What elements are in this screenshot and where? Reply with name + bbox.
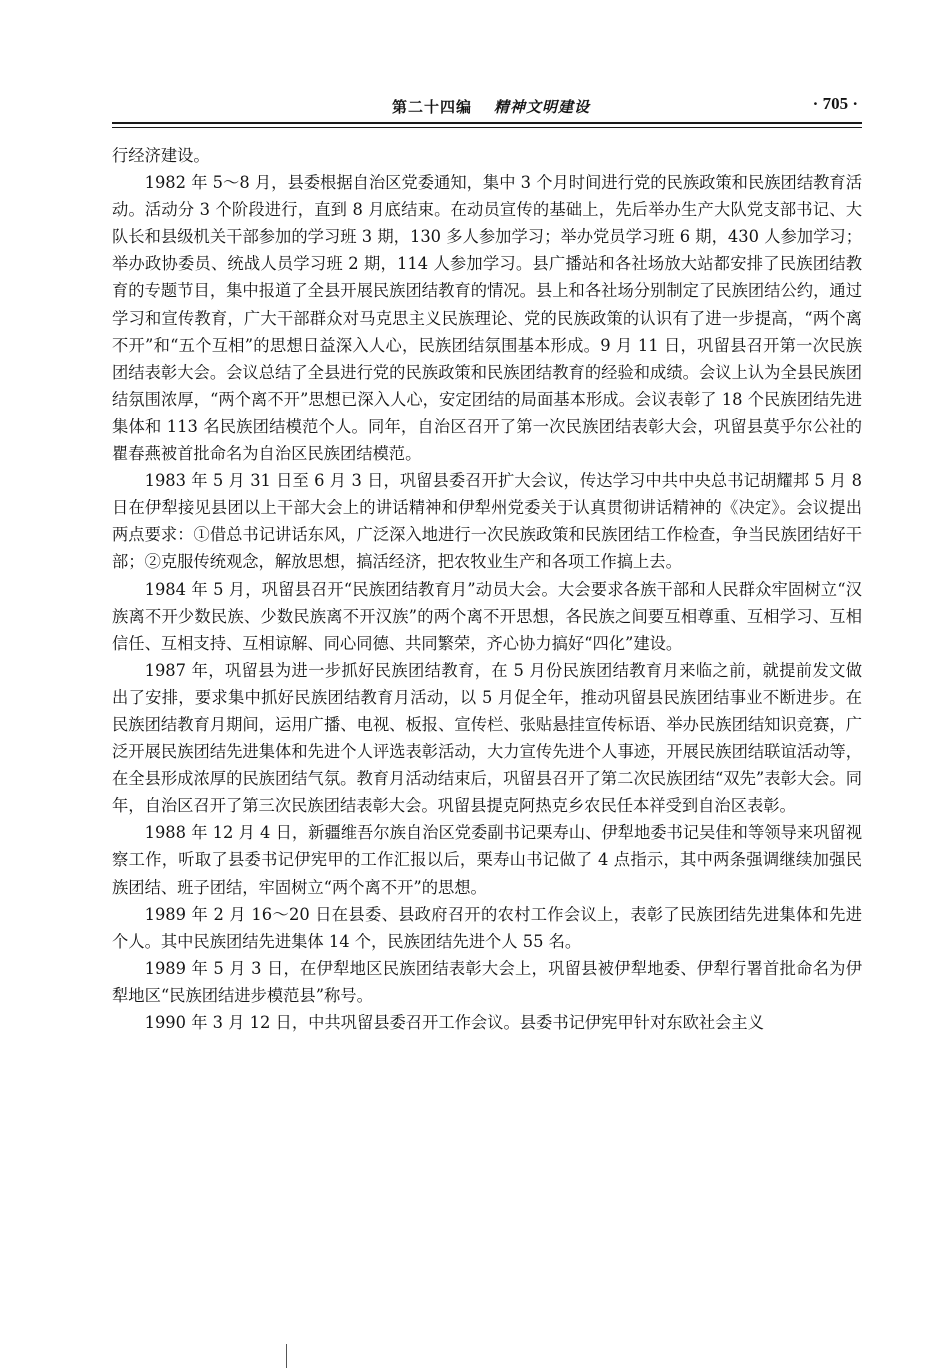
paragraph-1987: 1987 年，巩留县为进一步抓好民族团结教育，在 5 月份民族团结教育月来临之前，就提前发文做出了安排，要求集中抓好民族团结教育月活动，以 5 月促全年，推动巩留县民族团结事业不断进步。在民族团结教育月期间，运用广播、电视、板报、宣传栏、张贴悬挂宣传标语、举办民族团结知识竞赛，广泛开展民族团结先进集体和先进个人评选表彰活动，大力宣传先进个人事迹，开展民族团结联谊活动等，在全县形成浓厚的民族团结气氛。教育月活动结束后，巩留县召开了第二次民族团结“双先”表彰大会。同年，自治区召开了第三次民族团结表彰大会。巩留县提克阿热克乡农民任本祥受到自治区表彰。 [112,660,862,816]
paragraph-continuation: 行经济建设。 [112,146,210,165]
paragraph-1983: 1983 年 5 月 31 日至 6 月 3 日，巩留县委召开扩大会议，传达学习中共中央总书记胡耀邦 5 月 8 日在伊犁接见县团以上干部大会上的讲话精神和伊犁州党委关于认真贯彻讲话精神的《决定》。会议提出两点要求：①借总书记讲话东风，广泛深入地进行一次民族政策和民族团结工作检查，争当民族团结好干部；②克服传统观念，解放思想，搞活经济，把农牧业生产和各项工作搞上去。 [112,471,862,572]
body-text [112,142,862,1036]
scan-mark-line [286,1344,287,1368]
paragraph-1982: 1982 年 5～8 月，县委根据自治区党委通知，集中 3 个月时间进行党的民族政策和民族团结教育活动。活动分 3 个阶段进行，直到 8 月底结束。在动员宣传的基础上，先后举办生产大队党支部书记、大队长和县级机关干部参加的学习班 3 期，130 多人参加学习；举办党员学习班 6 期，430 人参加学习；举办政协委员、统战人员学习班 2 期，114 人参加学习。县广播站和各社场放大站都安排了民族团结教育的专题节目，集中报道了全县开展民族团结教育的情况。县上和各社场分别制定了民族团结公约，通过学习和宣传教育，广大干部群众对马克思主义民族理论、党的民族政策的认识有了进一步提高，“两个离不开”和“五个互相”的思想日益深入人心，民族团结氛围基本形成。9 月 11 日，巩留县召开第一次民族团结表彰大会。会议总结了全县进行党的民族政策和民族团结教育的经验和成绩。会议上认为全县民族团结氛围浓厚，“两个离不开”思想已深入人心，安定团结的局面基本形成。会议表彰了 18 个民族团结先进集体和 113 名民族团结模范个人。同年，自治区召开了第一次民族团结表彰大会，巩留县莫乎尔公社的瞿春燕被首批命名为自治区民族团结模范。 [112,173,862,464]
paragraph-1984: 1984 年 5 月，巩留县召开“民族团结教育月”动员大会。大会要求各族干部和人民群众牢固树立“汉族离不开少数民族、少数民族离不开汉族”的两个离不开思想，各民族之间要互相尊重、互相学习、互相信任、互相支持、互相谅解、同心同德、共同繁荣，齐心协力搞好“四化”建设。 [112,579,862,653]
page-number: · 705 · [812,94,858,113]
paragraph-1989-may: 1989 年 5 月 3 日，在伊犁地区民族团结表彰大会上，巩留县被伊犁地委、伊犁行署首批命名为伊犁地区“民族团结进步模范县”称号。 [112,958,862,1005]
header-part: 第二十四编 [392,98,473,116]
paragraph-1988: 1988 年 12 月 4 日，新疆维吾尔族自治区党委副书记栗寿山、伊犁地委书记吴佳和等领导来巩留视察工作，听取了县委书记伊宪甲的工作汇报以后，栗寿山书记做了 4 点指示，其中两条强调继续加强民族团结、班子团结，牢固树立“两个离不开”的思想。 [112,823,862,897]
header-rule-thick [112,122,862,124]
header-section: 精神文明建设 [494,98,591,116]
header-rule-thin [112,127,862,128]
header-title [392,96,590,117]
paragraph-1990: 1990 年 3 月 12 日，中共巩留县委召开工作会议。县委书记伊宪甲针对东欧社会主义 [144,1013,764,1032]
running-header [112,92,862,126]
paragraph-1989-feb: 1989 年 2 月 16～20 日在县委、县政府召开的农村工作会议上，表彰了民族团结先进集体和先进个人。其中民族团结先进集体 14 个，民族团结先进个人 55 名。 [112,904,862,951]
